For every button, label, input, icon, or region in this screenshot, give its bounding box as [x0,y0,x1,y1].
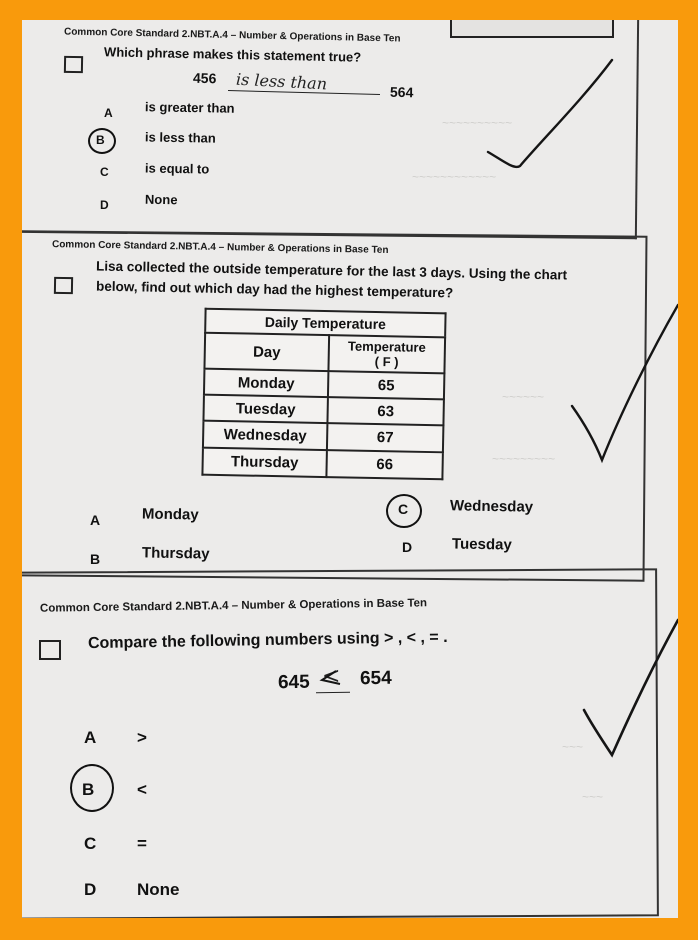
q3-check-mark-icon [584,620,678,755]
ghost-bleed-4: ~~~~~~~~~ [492,452,556,466]
row-temp: 63 [327,397,443,425]
q1-option-c-text[interactable]: is equal to [144,160,210,177]
q2-option-c-letter[interactable]: C [398,501,409,517]
row-temp: 66 [326,450,442,479]
header-temperature-label: Temperature [347,338,426,355]
q2-option-d-text[interactable]: Tuesday [451,535,512,554]
q3-option-b-letter[interactable]: B [82,780,95,799]
q1-option-c-letter[interactable]: C [100,165,109,179]
question-3-standard: Common Core Standard 2.NBT.A.4 – Number & Operations in Base Ten [39,597,428,615]
header-temperature-unit: ( F ) [374,353,399,370]
q1-option-a-letter[interactable]: A [104,106,113,120]
row-temp: 65 [328,371,444,399]
row-day: Thursday [202,448,326,477]
q2-check-mark-icon [572,305,678,460]
worksheet-page [22,20,678,918]
q1-option-b-letter[interactable]: B [96,133,105,147]
q3-option-d-text[interactable]: None [137,880,180,899]
q3-option-c-letter[interactable]: C [84,834,97,853]
q3-option-c-text[interactable]: = [137,834,147,853]
question-3-text: Compare the following numbers using > , < , = . [87,628,448,653]
question-3-right-number: 654 [359,667,392,690]
question-1-standard: Common Core Standard 2.NBT.A.4 – Number & Operations in Base Ten [63,26,401,45]
ghost-bleed-5: ~~~ [562,740,584,754]
question-1-handwritten-answer: is less than [235,69,328,94]
ghost-bleed-3: ~~~~~~ [502,390,545,404]
row-day: Wednesday [203,421,327,450]
table-header-day: Day [204,333,329,371]
q3-less-than-stroke-icon [322,671,340,684]
q1-option-d-text[interactable]: None [144,191,178,208]
question-1-right-number: 564 [389,83,414,101]
q2-option-a-letter[interactable]: A [90,512,101,528]
question-2-text-line2: below, find out which day had the highest temperature? [95,278,454,301]
ghost-bleed-6: ~~~ [582,790,604,804]
q3-option-a-letter[interactable]: A [84,728,97,747]
q1-check-mark-icon [488,60,612,167]
q3-option-a-text[interactable]: > [137,728,147,747]
q1-option-b-text[interactable]: is less than [144,129,216,146]
check-marks-layer [22,20,678,918]
q1-option-a-text[interactable]: is greater than [144,99,235,116]
question-3-handwritten-answer: < [322,664,341,689]
q1-option-d-letter[interactable]: D [100,198,109,212]
row-temp: 67 [327,423,443,452]
q2-option-a-text[interactable]: Monday [141,505,199,524]
question-3-left-number: 645 [277,671,310,694]
table-title: Daily Temperature [204,308,446,337]
question-1-left-number: 456 [192,69,217,87]
q2-option-b-text[interactable]: Thursday [141,544,210,563]
q3-option-d-letter[interactable]: D [84,880,97,899]
ghost-bleed-1: ~~~~~~~~~~ [442,116,513,130]
question-1-text: Which phrase makes this statement true? [103,44,362,65]
ghost-bleed-2: ~~~~~~~~~~~~ [412,170,497,184]
question-2-standard: Common Core Standard 2.NBT.A.4 – Number & Operations in Base Ten [51,239,389,256]
q2-option-b-letter[interactable]: B [90,551,101,567]
question-2-text-line1: Lisa collected the outside temperature for the last 3 days. Using the chart [95,258,568,283]
q2-option-c-text[interactable]: Wednesday [449,497,534,516]
q3-option-b-text[interactable]: < [137,780,147,799]
q2-option-d-letter[interactable]: D [402,539,413,555]
row-day: Monday [204,369,328,397]
row-day: Tuesday [203,395,327,423]
